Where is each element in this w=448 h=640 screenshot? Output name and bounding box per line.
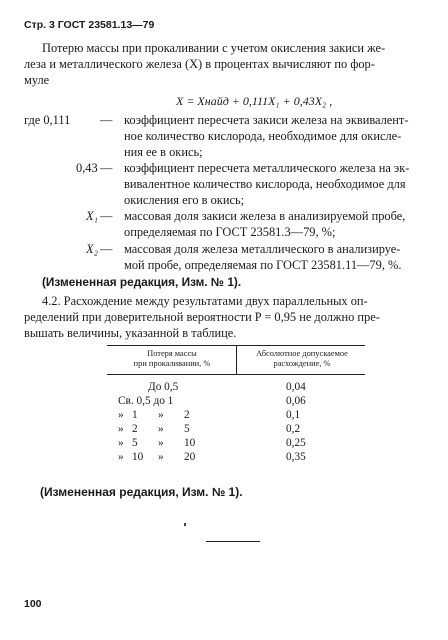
def-4-line-2: мой пробе, определяемая по ГОСТ 23581.11—79, %.: [124, 258, 402, 272]
def-term-1: где 0,111: [24, 113, 71, 127]
def-1-line-3: ния ее в окись;: [124, 145, 203, 159]
table-header-1-line-1: Потеря массы: [147, 349, 197, 358]
table-row-range: До 0,5: [148, 381, 179, 393]
def-2-line-2: вивалентное количество кислорода, необходимое для: [124, 177, 406, 191]
page-header: Стр. 3 ГОСТ 23581.13—79: [24, 19, 155, 31]
intro-line-1: Потерю массы при прокаливании с учетом окисления закиси же-: [42, 41, 386, 55]
amendment-note-2: (Измененная редакция, Изм. № 1).: [40, 485, 243, 499]
ink-mark: [184, 523, 186, 526]
end-rule: [206, 541, 260, 542]
table-row-value: 0,35: [286, 451, 306, 463]
table-row-value: 0,04: [286, 381, 306, 393]
table-header-rule: [107, 374, 365, 375]
table-row-value: 0,25: [286, 437, 306, 449]
def-3-line-2: определяемая по ГОСТ 23581.3—79, %;: [124, 225, 336, 239]
def-term-2: 0,43: [76, 161, 98, 175]
def-term-4: X₂: [86, 242, 98, 256]
def-dash-3: —: [100, 209, 113, 223]
table-row-range: Св. 0,5 до 1: [118, 395, 174, 407]
def-3-line-1: массовая доля закиси железа в анализируемой пробе,: [124, 209, 406, 223]
formula: X = Xнайд + 0,111X₁ + 0,43X₂ ,: [176, 94, 333, 108]
para-4-2-line-1: 4.2. Расхождение между результатами двух параллельных оп-: [42, 294, 368, 308]
def-dash-2: —: [100, 161, 113, 175]
table-header-1-line-2: при прокаливании, %: [133, 359, 211, 368]
def-2-line-1: коэффициент пересчета металлического железа на эк-: [124, 161, 410, 175]
table-row-range: » 2 » 5: [118, 423, 190, 435]
page-number: 100: [24, 598, 42, 610]
table-header-divider: [236, 345, 237, 374]
table-row-range: » 5 » 10: [118, 437, 196, 449]
table-row-value: 0,2: [286, 423, 301, 435]
intro-line-3: муле: [24, 73, 50, 87]
def-1-line-1: коэффициент пересчета закиси железа на эквивалент-: [124, 113, 409, 127]
def-2-line-3: окисления его в окись;: [124, 193, 245, 207]
table-row-range: » 1 » 2: [118, 409, 190, 421]
def-dash-1: —: [100, 113, 113, 127]
table-row-range: » 10 » 20: [118, 451, 196, 463]
table-row-value: 0,06: [286, 395, 306, 407]
def-4-line-1: массовая доля железа металлического в анализируе-: [124, 242, 401, 256]
def-1-line-2: ное количество кислорода, необходимое для окисле-: [124, 129, 402, 143]
table-header-2-line-2: расхождение, %: [273, 359, 331, 368]
def-dash-4: —: [100, 242, 113, 256]
para-4-2-line-2: ределений при доверительной вероятности P = 0,95 не должно пре-: [24, 310, 380, 324]
table-row-value: 0,1: [286, 409, 301, 421]
para-4-2-line-3: вышать величины, указанной в таблице.: [24, 326, 237, 340]
amendment-note-1: (Измененная редакция, Изм. № 1).: [42, 275, 242, 289]
intro-line-2: леза и металлического железа (X) в процентах вычисляют по фор-: [24, 57, 375, 71]
table-header-2-line-1: Абсолютное допускаемое: [256, 349, 348, 358]
def-term-3: X₁: [86, 209, 98, 223]
